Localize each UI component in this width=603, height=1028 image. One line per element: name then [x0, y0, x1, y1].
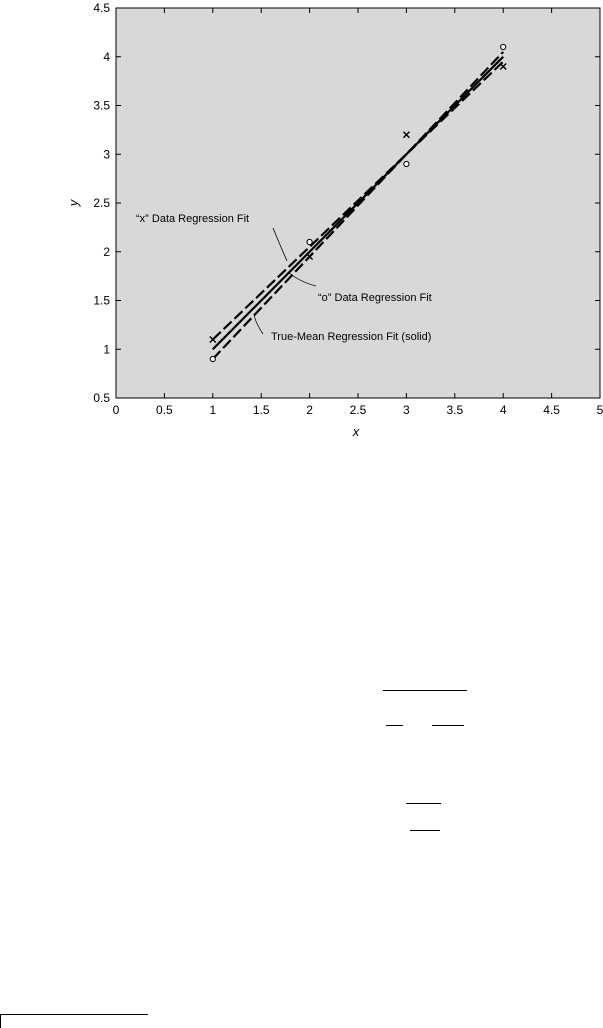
x-axis-label: x: [352, 424, 360, 439]
y-axis-label: y: [66, 199, 81, 207]
divider-line: [410, 830, 440, 831]
divider-line: [406, 803, 441, 804]
x-tick-label: 0: [112, 403, 120, 417]
o-data-point: [210, 356, 215, 361]
x-tick-label: 2: [306, 403, 313, 417]
x-tick-label: 3: [403, 403, 410, 417]
o-data-point: [307, 239, 312, 244]
y-tick-label: 4: [103, 49, 110, 64]
y-tick-label: 2: [103, 244, 110, 259]
divider-line: [0, 1014, 1, 1028]
x-tick-label: 1: [209, 403, 217, 417]
divider-line: [383, 690, 467, 691]
regression-chart: [0, 0, 603, 460]
y-tick-label: 0.5: [93, 391, 110, 405]
divider-line: [0, 1014, 148, 1015]
x-tick-label: 1.5: [252, 403, 270, 417]
x-tick-label: 0.5: [156, 403, 173, 417]
o-data-point: [404, 161, 409, 166]
x-fit-annotation: “x” Data Regression Fit: [136, 213, 250, 225]
o-fit-annotation: “o” Data Regression Fit: [318, 292, 432, 304]
y-tick-label: 2.5: [93, 196, 110, 210]
o-data-point: [501, 44, 506, 49]
y-tick-label: 1.5: [93, 293, 110, 308]
x-tick-label: 5: [596, 403, 603, 417]
y-tick-label: 4.5: [93, 1, 110, 15]
x-tick-label: 4.5: [543, 403, 560, 417]
divider-line: [432, 725, 464, 726]
y-tick-label: 1: [103, 342, 110, 357]
y-tick-label: 3: [103, 147, 110, 162]
x-tick-label: 3.5: [446, 403, 464, 417]
y-tick-label: 3.5: [93, 98, 110, 113]
divider-line: [386, 725, 403, 726]
x-tick-label: 2.5: [349, 403, 367, 417]
true-mean-annotation: True-Mean Regression Fit (solid): [271, 331, 432, 343]
x-tick-label: 4: [499, 403, 507, 417]
